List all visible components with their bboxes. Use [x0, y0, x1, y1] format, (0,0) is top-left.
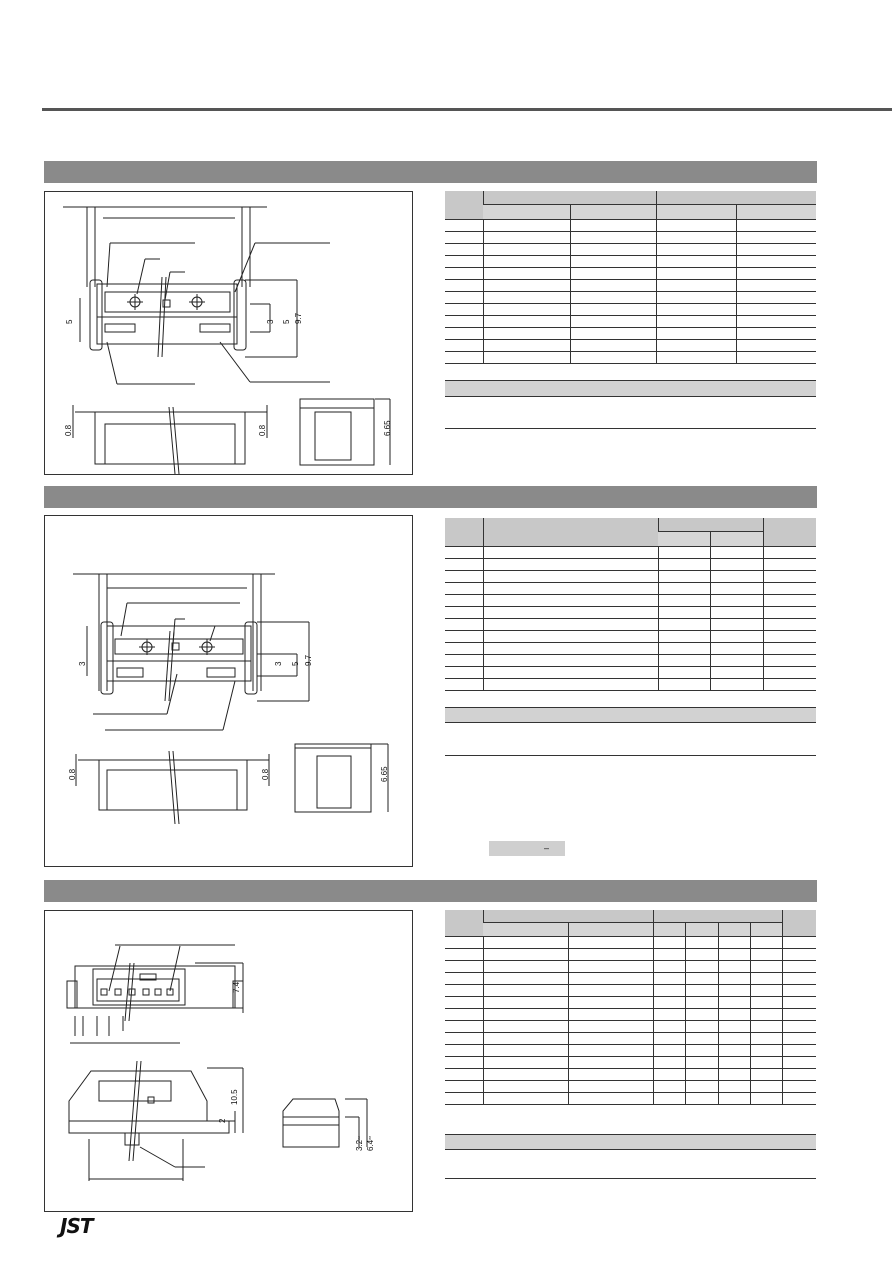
- dim-5: 5: [65, 319, 74, 324]
- section-1-header-band: [44, 161, 817, 183]
- section-2-header-band: [44, 486, 817, 508]
- dim-2: 2: [218, 1118, 227, 1123]
- dim-6-65: 6.65: [380, 766, 389, 782]
- section-2-drawing: [45, 516, 414, 868]
- dim-0-8-left: 0.8: [68, 768, 77, 780]
- dim-0-8-right: 0.8: [261, 768, 270, 780]
- section-2-note-bar: [445, 707, 816, 723]
- section-1-drawing: [45, 192, 414, 476]
- section-1-note-rule: [445, 428, 816, 429]
- dim-7-4: 7.4: [232, 981, 241, 993]
- section-3-drawing: [45, 911, 414, 1213]
- dim-9-7: 9.7: [294, 312, 303, 324]
- section-3-note-rule: [445, 1178, 816, 1179]
- dim-3-2: 3.2**: [355, 1135, 364, 1151]
- jst-logo: JST: [60, 1214, 93, 1238]
- dim-3: 3: [274, 661, 283, 666]
- gray-legend-box: [489, 841, 565, 856]
- dim-6-65: 6.65: [383, 420, 392, 436]
- dim-9-7: 9.7: [304, 654, 313, 666]
- section-2-note-rule: [445, 755, 816, 756]
- section-3-note-bar: [445, 1134, 816, 1150]
- dim-3: 3: [266, 319, 275, 324]
- section-3-spec-table: [445, 910, 816, 1105]
- section-1-spec-table: [445, 191, 816, 364]
- section-1-drawing-panel: [44, 191, 413, 475]
- dim-6-4: 6.4**: [366, 1135, 375, 1151]
- section-3-header-band: [44, 880, 817, 902]
- header-rule: [42, 108, 892, 111]
- dim-5: 5: [282, 319, 291, 324]
- section-3-drawing-panel: [44, 910, 413, 1212]
- legend-dash: –: [544, 843, 550, 853]
- dim-0-8-left: 0.8: [64, 424, 73, 436]
- dim-3: 3: [78, 661, 87, 666]
- dim-10-5: 10.5: [230, 1089, 239, 1105]
- dim-5: 5: [291, 661, 300, 666]
- section-2-spec-table: [445, 518, 816, 691]
- section-2-drawing-panel: [44, 515, 413, 867]
- dim-0-8-right: 0.8: [258, 424, 267, 436]
- section-1-note-bar: [445, 380, 816, 397]
